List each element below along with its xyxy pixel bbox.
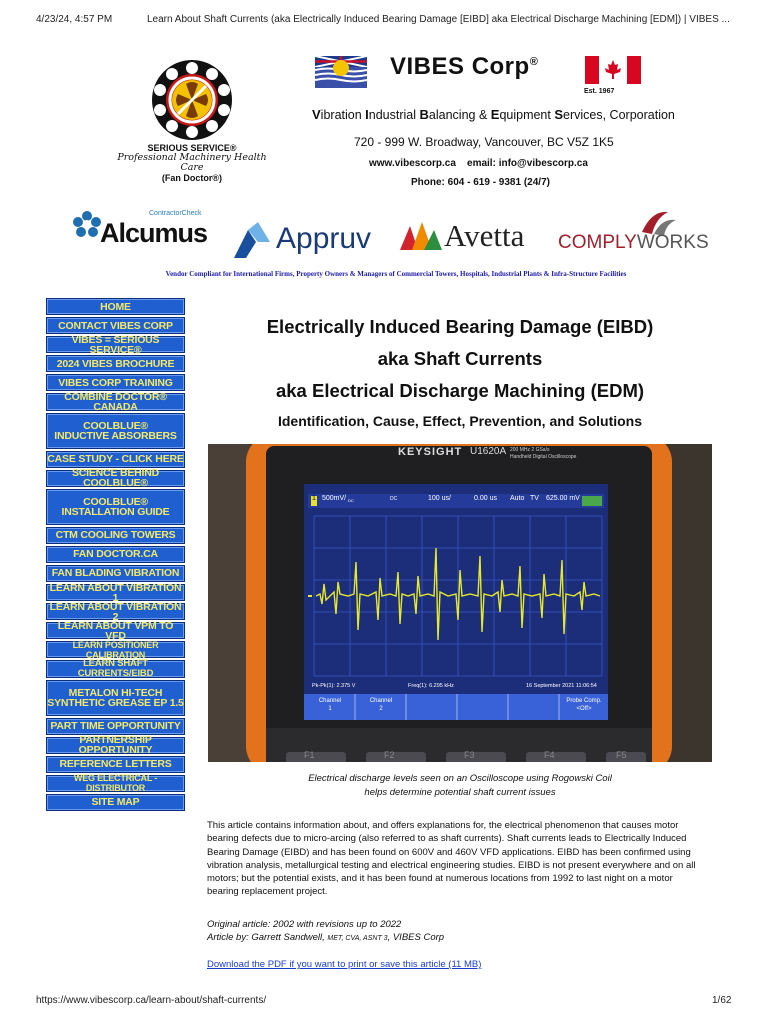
article-intro-paragraph: This article contains information about, and offers explanations for, the electrical phenomenon that causes motor bearing defects due to micro-arcing (also referred to as shaft currents). Shaft currents leads to Electrically Induced Bearing Damage (EIBD) and has been found on 600V and 460V VFD applications. EIBD has been confirmed using vibration analysis, metallurgical testing and electrical engineering studies. EIBD is not present everywhere and on all motors; but the potential exists, and it has been found at numerous locations from 1992 to last night on a motor bearing replacement project. — [207, 820, 696, 898]
scope-model: U1620A — [470, 446, 507, 457]
avetta-peaks-icon — [400, 218, 442, 252]
oscilloscope-photo — [208, 444, 712, 762]
article-title-line-2: aka Shaft Currents — [377, 348, 543, 369]
established-year: Est. 1967 — [584, 88, 615, 95]
original-article-date: Original article: 2002 with revisions up to 2022 — [207, 919, 402, 930]
scope-vdiv-unit: DC — [348, 498, 354, 503]
scope-model-sub2: Handheld Digital Oscilloscope — [510, 454, 577, 460]
nav-ctm-cooling-towers[interactable]: CTM COOLING TOWERS — [46, 527, 185, 544]
scope-fkey-5: F5 — [616, 750, 627, 760]
left-nav — [46, 298, 185, 813]
nav-combine-doctor-canada[interactable]: COMBINE DOCTOR® CANADA — [46, 393, 185, 410]
nav-learn-vibration-2[interactable]: LEARN ABOUT VIBRATION 2 — [46, 603, 185, 620]
article-title-line-3: aka Electrical Discharge Machining (EDM) — [275, 380, 645, 401]
nav-reference-letters[interactable]: REFERENCE LETTERS — [46, 756, 185, 773]
scope-trigger: TV — [530, 495, 539, 502]
scope-brand: KEYSIGHT — [398, 446, 463, 458]
nav-contact-vibes-corp[interactable]: CONTACT VIBES CORP — [46, 317, 185, 334]
nav-science-behind-coolblue[interactable]: SCIENCE BEHIND COOLBLUE® — [46, 470, 185, 487]
company-address: 720 - 999 W. Broadway, Vancouver, BC V5Z 1K5 — [354, 135, 614, 149]
email-link[interactable]: email: info@vibescorp.ca — [467, 158, 588, 169]
nav-coolblue-inductive-absorbers[interactable]: COOLBLUE® INDUCTIVE ABSORBERS — [46, 413, 185, 449]
company-full-name: Vibration Industrial Balancing & Equipment Services, Corporation — [312, 107, 675, 122]
photo-caption: Electrical discharge levels seen on an Oscilloscope using Rogowski Coil helps determine potential shaft current issues — [308, 773, 612, 798]
scope-pkpk: Pk-Pk(1): 2.375 V — [312, 683, 356, 689]
scope-model-sub: 200 MHz 2 GSa/s — [510, 447, 550, 453]
alcumus-contractorcheck: ContractorCheck — [149, 210, 202, 217]
nav-site-map[interactable]: SITE MAP — [46, 794, 185, 811]
nav-weg-electrical[interactable]: WEG ELECTRICAL - DISTRIBUTOR — [46, 775, 185, 792]
download-pdf-link[interactable]: Download the PDF if you want to print or save this article (11 MB) — [207, 959, 482, 970]
nav-learn-vibration-1[interactable]: LEARN ABOUT VIBRATION 1 — [46, 584, 185, 601]
company-name: VIBES Corp® — [390, 53, 539, 80]
article-subtitle: Identification, Cause, Effect, Prevention, and Solutions — [277, 413, 643, 429]
scope-freq: Freq(1): 6.295 kHz — [408, 683, 454, 689]
nav-partnership-opportunity[interactable]: PARTNERSHIP OPPORTUNITY — [46, 737, 185, 754]
scope-tdiv: 100 us/ — [428, 495, 451, 502]
article-credits — [207, 918, 444, 945]
alcumus-flower-icon — [72, 208, 102, 244]
serious-service-logo[interactable] — [150, 58, 234, 142]
nav-vibes-serious-service[interactable]: VIBES = SERIOUS SERVICE® — [46, 336, 185, 353]
scope-mode: Auto — [510, 495, 525, 502]
print-datetime: 4/23/24, 4:57 PM — [36, 14, 113, 25]
nav-coolblue-installation-guide[interactable]: COOLBLUE® INSTALLATION GUIDE — [46, 489, 185, 525]
appruv-text: Appruv — [276, 222, 372, 255]
article-author: Article by: Garrett Sandwell, MET, CVA, ASNT 3, VIBES Corp — [207, 932, 445, 943]
phone-number: Phone: 604 - 619 - 9381 (24/7) — [411, 177, 550, 188]
nav-fan-blading-vibration[interactable]: FAN BLADING VIBRATION — [46, 565, 185, 582]
complyworks-text: COMPLYWORKS — [558, 232, 709, 253]
fan-doctor-text: (Fan Doctor®) — [161, 173, 223, 183]
oscilloscope-drawing — [208, 444, 712, 762]
vendor-compliance-line: Vendor Compliant for International Firms, Property Owners & Managers of Commercial Towers, Hospitals, Industrial Plants & Infra-Structure Facilities — [165, 270, 627, 278]
nav-learn-shaft-currents[interactable]: LEARN SHAFT CURRENTS/EIBD — [46, 660, 185, 677]
nav-2024-brochure[interactable]: 2024 VIBES BROCHURE — [46, 355, 185, 372]
scope-fkey-3: F3 — [464, 750, 475, 760]
nav-case-study[interactable]: CASE STUDY - CLICK HERE — [46, 451, 185, 468]
nav-vibes-corp-training[interactable]: VIBES CORP TRAINING — [46, 374, 185, 391]
serious-service-caption — [112, 143, 272, 183]
nav-fan-doctor[interactable]: FAN DOCTOR.CA — [46, 546, 185, 563]
contact-line — [369, 158, 588, 169]
article-title-line-1: Electrically Induced Bearing Damage (EIBD) — [266, 316, 654, 337]
scope-fkey-4: F4 — [544, 750, 555, 760]
print-title: Learn About Shaft Currents (aka Electrically Induced Bearing Damage [EIBD] aka Electrical Discharge Machining [EDM]) | VIBES ... — [147, 14, 730, 25]
nav-metalon-grease[interactable]: METALON HI-TECH SYNTHETIC GREASE EP 1.5 — [46, 680, 185, 716]
scope-softkey-probe-comp: Probe Comp. <Off> — [566, 698, 602, 712]
nav-learn-vpm-to-vfd[interactable]: LEARN ABOUT VPM TO VFD — [46, 622, 185, 639]
scope-fkey-2: F2 — [384, 750, 395, 760]
canada-flag-icon — [585, 56, 641, 84]
appruv-chevron-icon — [232, 220, 272, 260]
scope-fkey-1: F1 — [304, 750, 315, 760]
avetta-text: Avetta — [444, 218, 525, 253]
scope-softkey-channel-2: Channel 2 — [369, 698, 393, 712]
scope-ch1: 1 — [312, 495, 316, 502]
scope-date: 16 September 2021 11:06:54 — [526, 683, 597, 689]
nav-home[interactable]: HOME — [46, 298, 185, 315]
website-link[interactable]: www.vibescorp.ca — [369, 158, 456, 169]
scope-delay: 0.00 us — [474, 495, 497, 502]
nav-learn-positioner-calibration[interactable]: LEARN POSITIONER CALIBRATION — [46, 641, 185, 658]
print-page-number: 1/62 — [712, 995, 732, 1006]
nav-part-time-opportunity[interactable]: PART TIME OPPORTUNITY — [46, 718, 185, 735]
print-url: https://www.vibescorp.ca/learn-about/shaft-currents/ — [36, 995, 267, 1006]
tagline-script: Professional Machinery Health Care — [117, 152, 267, 173]
bc-flag-icon — [315, 56, 367, 88]
scope-trigger-level: 625.00 mV — [546, 495, 580, 502]
scope-dc: DC — [390, 496, 398, 502]
serious-service-text: SERIOUS SERVICE® — [147, 143, 237, 153]
alcumus-text: Alcumus — [100, 218, 208, 248]
scope-vdiv: 500mV/ — [322, 495, 347, 502]
scope-softkey-channel-1: Channel 1 — [318, 698, 342, 712]
